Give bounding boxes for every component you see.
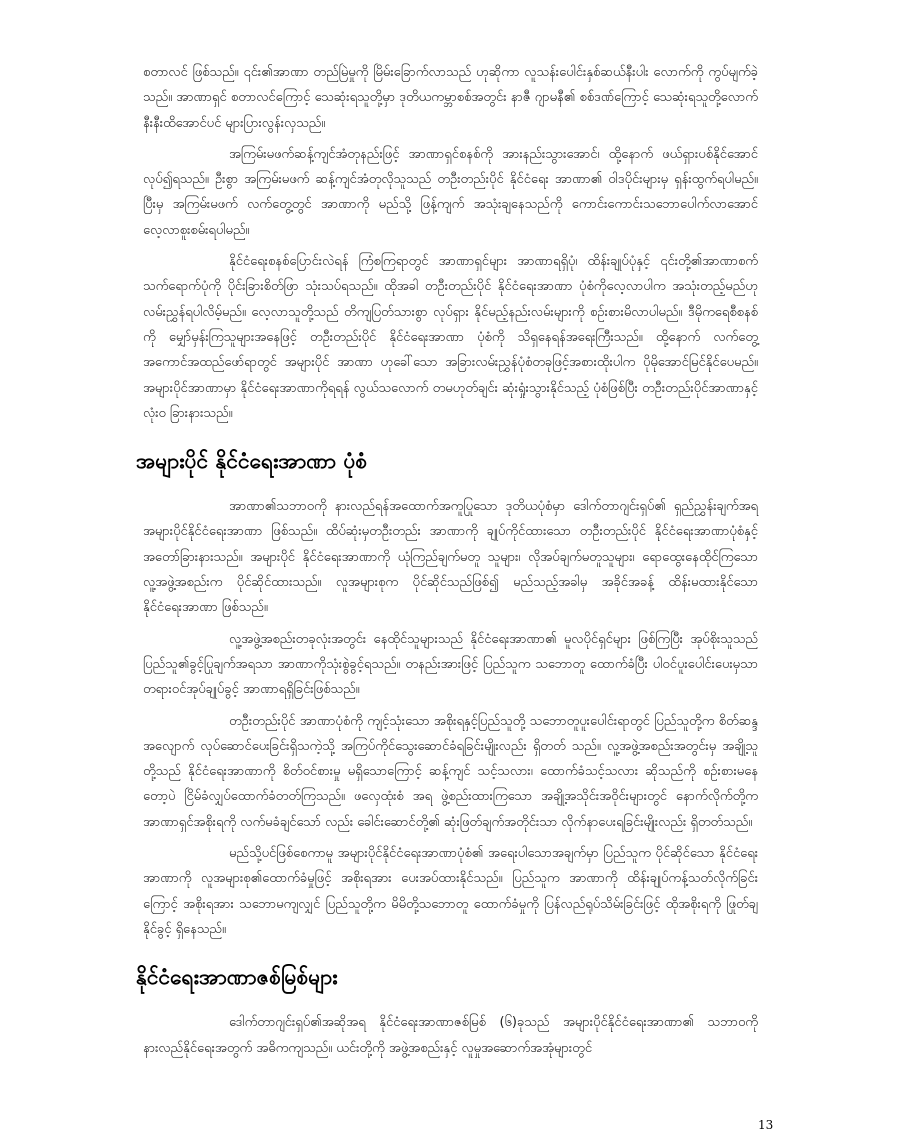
paragraph: အာဏာ၏သဘာဝကို နားလည်ရန်အထောက်အကူပြုသော ဒုတိယပုံစံမှာ ဒေါက်တာဂျင်းရှပ်၏ ရှည်ညွှန်းချက်အရ အများပိုင်နိုင်ငံရေးအာဏာ ဖြစ်သည်။ ထိပ်ဆုံးမှတဦးတည်း အာဏာကို ချုပ်ကိုင်ထားသော တဦးတည်းပိုင် နိုင်ငံရေးအာဏာပုံစံနှင့် အတော်ခြားနားသည်။ အများပိုင် နိုင်ငံရေးအာဏာကို ယုံကြည်ချက်မတူ သူများ၊ လိုအပ်ချက်မတူသူများ၊ ရောထွေးနေထိုင်ကြသော လူ့အဖွဲ့အစည်းက ပိုင်ဆိုင်ထားသည်။ လူအများစုက ပိုင်ဆိုင်သည်ဖြစ်၍ မည်သည့်အခါမှ အခိုင်အခန့် ထိန်းမထားနိုင်သော နိုင်ငံရေးအာဏာ ဖြစ်သည်။ bbox=[143, 499, 758, 616]
paragraph: အကြမ်းမဖက်ဆန့်ကျင်အံတုနည်းဖြင့် အာဏာရှင်စနစ်ကို အားနည်းသွားအောင်၊ ထို့နောက် ဖယ်ရှားပစ်နိုင်အောင် လုပ်၍ရသည်။ ဦးစွာ အကြမ်းမဖက် ဆန့်ကျင်အံတုလိုသူသည် တဦးတည်းပိုင် နိုင်ငံရေး အာဏာ၏ ဝါဒပိုင်းများမှ ရှန်းထွက်ရပါမည်။ ပြီးမှ အကြမ်းမဖက် လက်တွေ့တွင် အာဏာကို မည်သို့ ဖြန့်ကျက် အသုံးချနေသည်ကို ကောင်းကောင်းသဘောပေါက်လာအောင် လေ့လာစူးစမ်းရပါမည်။ bbox=[143, 146, 758, 238]
paragraph: လူ့အဖွဲ့အစည်းတခုလုံးအတွင်း နေထိုင်သူများသည် နိုင်ငံရေးအာဏာ၏ မူလပိုင်ရှင်များ ဖြစ်ကြပြီး အုပ်စိုးသူသည် ပြည်သူ၏ခွင့်ပြုချက်အရသာ အာဏာကိုသုံးစွဲခွင့်ရသည်။ တနည်းအားဖြင့် ပြည်သူက သဘောတူ ထောက်ခံပြီး ပါဝင်ပူးပေါင်းပေးမှသာ တရားဝင်အုပ်ချုပ်ခွင့် အာဏာရရှိခြင်းဖြစ်သည်။ bbox=[143, 631, 758, 698]
paragraph: စတာလင် ဖြစ်သည်။ ၎င်း၏အာဏာ တည်မြဲမှုကို မြိမ်းခြောက်လာသည် ဟုဆိုကာ လူသန်းပေါင်းနှစ်ဆယ်နီးပါး လောက်ကို ကွပ်မျက်ခဲ့သည်။ အာဏာရှင် စတာလင်ကြောင့် သေဆုံးရသူတို့မှာ ဒုတိယကမ္ဘာစစ်အတွင်း နာဇီ ဂျာမနီ၏ စစ်ဒဏ်ကြောင့် သေဆုံးရသူတို့လောက်နီးနီးထိအောင်ပင် များပြားလွန်းလှသည်။ bbox=[143, 65, 758, 131]
paragraph: ဒေါက်တာဂျင်းရှပ်၏အဆိုအရ နိုင်ငံရေးအာဏာဇစ်မြစ် (၆)ခုသည် အများပိုင်နိုင်ငံရေးအာဏာ၏ သဘာဝကို နားလည်နိုင်ရေးအတွက် အဓိကကျသည်။ ယင်းတို့ကို အဖွဲ့အစည်းနှင့် လူမှုအဆောက်အအုံများတွင် bbox=[143, 1015, 758, 1056]
paragraph: မည်သို့ပင်ဖြစ်စေကာမူ အများပိုင်နိုင်ငံရေးအာဏာပုံစံ၏ အရေးပါသောအချက်မှာ ပြည်သူက ပိုင်ဆိုင်သော နိုင်ငံရေး အာဏာကို လူအများစု၏ထောက်ခံမှုဖြင့် အစိုးရအား ပေးအပ်ထားနိုင်သည်။ ပြည်သူက အာဏာကို ထိန်းချုပ်ကန့်သတ်လိုက်ခြင်းကြောင့် အစိုးရအား သဘောမကျလျှင် ပြည်သူတို့က မိမိတို့သဘောတူ ထောက်ခံမှုကို ပြန်လည်ရုပ်သိမ်းခြင်းဖြင့် ထိုအစိုးရကို ဖြုတ်ချ နိုင်ခွင့် ရှိနေသည်။ bbox=[143, 846, 758, 937]
page-number: 13 bbox=[758, 1118, 774, 1132]
page-content bbox=[136, 60, 758, 1067]
paragraph: တဦးတည်းပိုင် အာဏာပုံစံကို ကျင့်သုံးသော အစိုးရနှင့်ပြည်သူတို့ သဘောတူပူးပေါင်းရာတွင် ပြည်သူတို့က စိတ်ဆန္ဒအလျောက် လုပ်ဆောင်ပေးခြင်းရှိသကဲ့သို့ အကြပ်ကိုင်သွေးဆောင်ခံရခြင်းမျိုးလည်း ရှိတတ် သည်။ လူ့အဖွဲ့အစည်းအတွင်းမှ အချို့သူတို့သည် နိုင်ငံရေးအာဏာကို စိတ်ဝင်စားမှု မရှိသောကြောင့် ဆန့်ကျင် သင့်သလား၊ ထောက်ခံသင့်သလား ဆိုသည်ကို စဉ်းစားမနေတော့ပဲ ငြိမ်ခံလျှပ်ထောက်ခံတတ်ကြသည်။ ဖလှေထုံးစံ အရ ဖွဲ့စည်းထားကြသော အချို့အသိုင်းအဝိုင်းများတွင် နောက်လိုက်တို့က အာဏာရှင်အစိုးရကို လက်မခံချင်သော် လည်း ခေါင်းဆောင်တို့၏ ဆုံးဖြတ်ချက်အတိုင်းသာ လိုက်နာပေးရခြင်းမျိုးလည်း ရှိတတ်သည်။ bbox=[143, 713, 758, 830]
paragraph: နိုင်ငံရေးစနစ်ပြောင်းလဲရန် ကြံစကြရာတွင် အာဏာရှင်များ အာဏာရရှိပုံ၊ ထိန်းချုပ်ပုံနှင့် ၎င်းတို့၏အာဏာစက် သက်ရောက်ပုံကို ပိုင်းခြားစိတ်ဖြာ သုံးသပ်ရသည်။ ထိုအခါ တဦးတည်းပိုင် နိုင်ငံရေးအာဏာ ပုံစံကိုလေ့လာပါက အသုံးတည့်မည်ဟု လမ်းညွှန်ရပါလိမ့်မည်။ လေ့လာသူတို့သည် တိကျပြတ်သားစွာ လုပ်ရှား နိုင်မည့်နည်းလမ်းများကို စဉ်းစားမိလာပါမည်။ ဒီမိုကရေစီစနစ်ကို မျှော်မှန်းကြသူများအနေဖြင့် တဦးတည်းပိုင် နိုင်ငံရေးအာဏာ ပုံစံကို သိရှနေရန်အရေးကြီးသည်။ ထို့နောက် လက်တွေ့အကောင်အထည်ဖော်ရာတွင် အများပိုင် အာဏာ ဟုခေါ်သော အခြားလမ်းညွှန်ပုံစံတခုဖြင့်အစားထိုးပါက ပိုမိုအောင်မြင်နိုင်ပေမည်။ အများပိုင်အာဏာမှာ နိုင်ငံရေးအာဏာကိုရရန် လွယ်သလောက် တမဟုတ်ချင်း ဆုံးရှုံးသွားနိုင်သည့် ပုံစံဖြစ်ပြီး တဦးတည်းပိုင်အာဏာနှင့် လုံးဝ ခြားနားသည်။ bbox=[143, 254, 758, 421]
section-heading: နိုင်ငံရေးအာဏာဇစ်မြစ်များ bbox=[136, 965, 338, 990]
section-heading: အများပိုင် နိုင်ငံရေးအာဏာ ပုံစံ bbox=[136, 449, 368, 474]
